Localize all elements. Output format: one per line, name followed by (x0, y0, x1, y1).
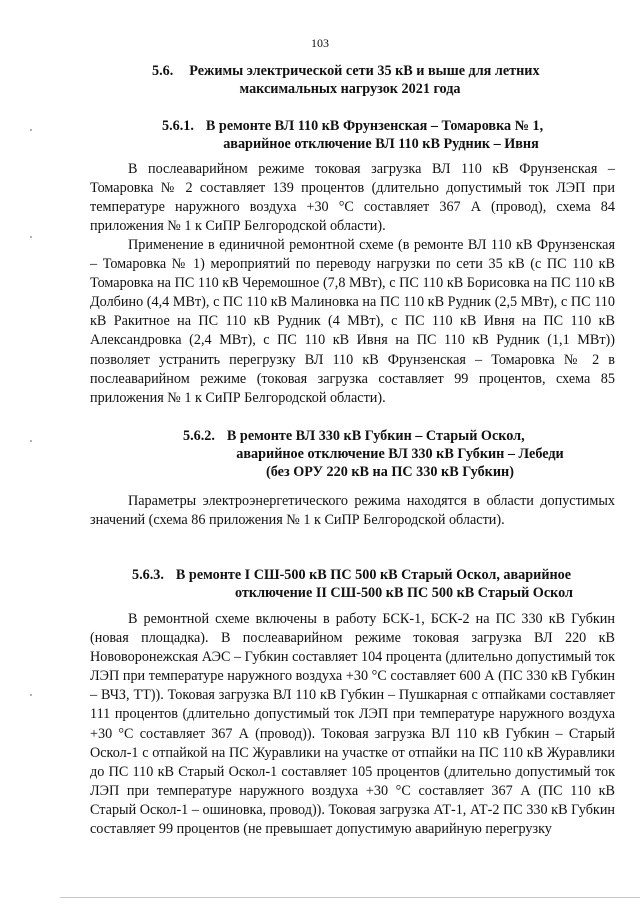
section-5-6-2-title-text1: В ремонте ВЛ 330 кВ Губкин – Старый Оскол, (226, 428, 525, 444)
section-5-6-2-title-line3: (без ОРУ 220 кВ на ПС 330 кВ Губкин) (266, 464, 514, 480)
section-5-6-3-paragraph-1: В ремонтной схеме включены в работу БСК-1, БСК-2 на ПС 330 кВ Губкин (новая площадка). В послеаварийном режиме токовая загрузка ВЛ 220 кВ Нововоронежская АЭС – Губкин составляет 104 процента (длительно допустимый ток ЛЭП при температуре наружного воздуха +30 °С составляет 600 А (ПС 330 кВ Губкин – ВЧЗ, ТТ)). Токовая загрузка ВЛ 110 кВ Губкин – Пушкарная с отпайками составляет 111 процентов (длительно допустимый ток ЛЭП при температуре наружного воздуха +30 °С составляет 367 А (провод)). Токовая загрузка ВЛ 110 кВ Губкин – Старый Оскол-1 с отпайкой на ПС Журавлики на участке от отпайки на ПС 110 кВ Журавлики до ПС 110 кВ Старый Оскол-1 составляет 105 процентов (длительно допустимый ток ЛЭП при температуре наружного воздуха +30 °С составляет 367 А (ПС 110 кВ Старый Оскол-1 – ошиновка, провод)). Токовая загрузка АТ-1, АТ-2 ПС 330 кВ Губкин составляет 99 процентов (не превышает допустимую аварийную перегрузку (90, 611, 615, 838)
section-5-6-2-number: 5.6.2. (183, 428, 215, 444)
section-5-6-number: 5.6. (152, 63, 174, 79)
section-5-6-1-paragraph-1: В послеаварийном режиме токовая загрузка ВЛ 110 кВ Фрунзенская – Томаровка № 2 составляет 139 процентов (длительно допустимый ток ЛЭП при температуре наружного воздуха +30 °С составляет 367 А (провод), схема 84 приложения № 1 к СиПР Белгородской области). (90, 161, 615, 235)
section-5-6-title-text1: Режимы электрической сети 35 кВ и выше для летних (189, 63, 540, 79)
scan-mark (30, 440, 32, 442)
scan-mark (30, 129, 32, 131)
bottom-edge-line (60, 897, 640, 898)
section-5-6-1-title-line1 (100, 118, 640, 135)
section-5-6-2-paragraph-1: Параметры электроэнергетического режима находятся в области допустимых значений (схема 86 приложения № 1 к СиПР Белгородской области). (90, 493, 615, 529)
section-5-6-title-line2: максимальных нагрузок 2021 года (239, 81, 461, 97)
scan-mark (30, 694, 32, 696)
section-5-6-3-number: 5.6.3. (132, 567, 164, 583)
scan-mark (30, 236, 32, 238)
section-5-6-1-title-text1: В ремонте ВЛ 110 кВ Фрунзенская – Томаровка № 1, (205, 118, 544, 134)
section-5-6-1-number: 5.6.1. (162, 118, 194, 134)
section-5-6-1-paragraph-2: Применение в единичной ремонтной схеме (в ремонте ВЛ 110 кВ Фрунзенская – Томаровка № 1) мероприятий по переводу нагрузки по сети 35 кВ (с ПС 110 кВ Томаровка на ПС 110 кВ Черемошное (7,8 МВт), с ПС 110 кВ Борисовка на ПС 110 кВ Долбино (4,4 МВт), с ПС 110 кВ Малиновка на ПС 110 кВ Рудник (2,5 МВт), с ПС 110 кВ Ракитное на ПС 110 кВ Рудник (4 МВт), с ПС 110 кВ Ивня на ПС 110 кВ Александровка (2,4 МВт), с ПС 110 кВ Ивня на ПС 110 кВ Рудник (1,1 МВт)) позволяет устранить перегрузку ВЛ 110 кВ Фрунзенская – Томаровка № 2 в послеаварийном режиме (токовая загрузка составляет 99 процентов, схема 85 приложения № 1 к СиПР Белгородской области). (90, 237, 615, 406)
section-5-6-2-title-line2: аварийное отключение ВЛ 330 кВ Губкин – Лебеди (236, 446, 564, 462)
section-5-6-1-heading (100, 118, 640, 153)
section-5-6-3-title-line1 (100, 567, 640, 584)
section-5-6-2-heading (100, 428, 640, 481)
section-5-6-title-line1 (100, 63, 640, 80)
section-5-6-3-title-line2: отключение II СШ-500 кВ ПС 500 кВ Старый Оскол (235, 585, 573, 601)
section-5-6-1-title-line2: аварийное отключение ВЛ 110 кВ Рудник – Ивня (223, 136, 539, 152)
section-5-6-heading (100, 63, 640, 98)
section-5-6-3-title-text1: В ремонте I СШ-500 кВ ПС 500 кВ Старый Оскол, аварийное (175, 567, 572, 583)
page-number: 103 (311, 36, 329, 50)
section-5-6-3-heading (100, 567, 640, 602)
section-5-6-2-title-line1 (100, 428, 640, 445)
